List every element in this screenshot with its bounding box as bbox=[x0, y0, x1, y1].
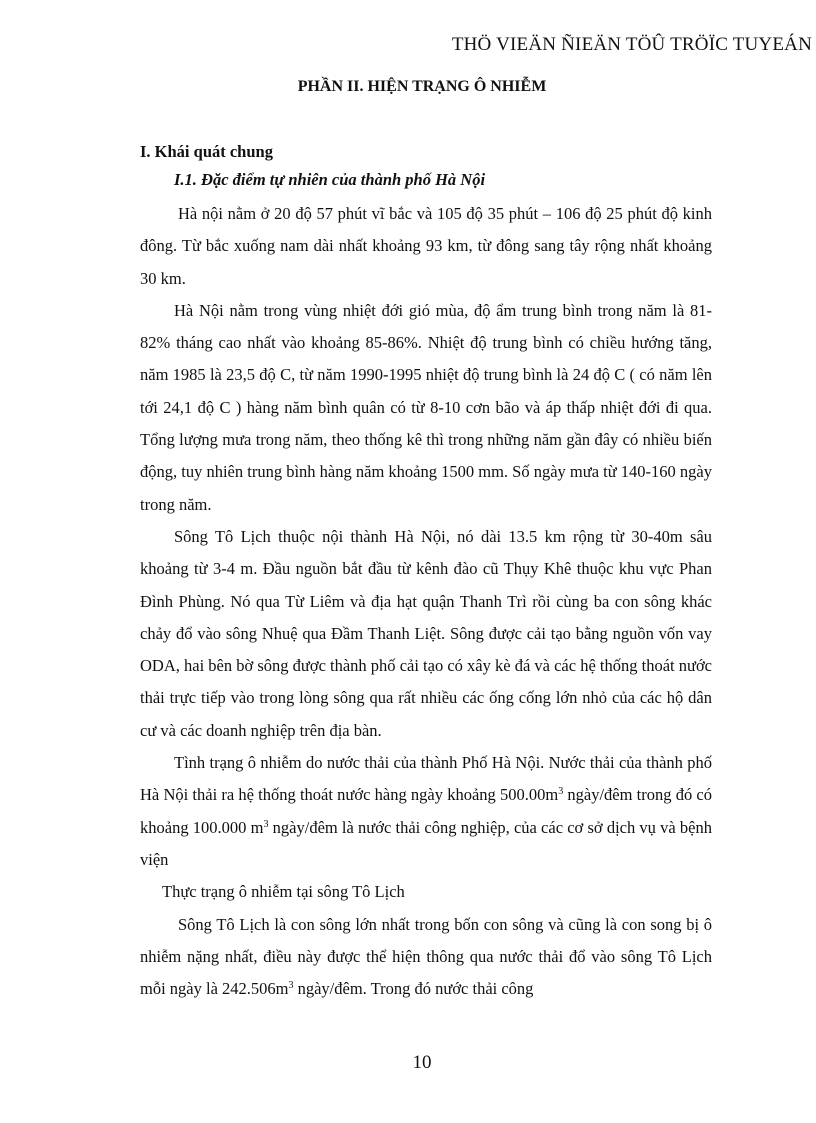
paragraph-wastewater bbox=[140, 747, 712, 876]
superscript-cubic: 3 bbox=[288, 980, 294, 992]
wastewater-text-part1: Tình trạng ô nhiễm do nước thải của thành Phố Hà Nội. Nước thải của thành phố Hà Nội thải ra hệ thống thoát nước hàng ngày khoảng 500.00m bbox=[140, 753, 712, 805]
to-lich-text-part1: Sông Tô Lịch là con sông lớn nhất trong bốn con sông và cũng là con song bị ô nhiễm nặng nhất, điều này được thể hiện thông qua nước thải đổ vào sông Tô Lịch mỗi ngày là 242.506m bbox=[140, 914, 712, 999]
section-heading: I. Khái quát chung bbox=[140, 142, 273, 161]
subsection-heading: I.1. Đặc điểm tự nhiên của thành phố Hà Nội bbox=[174, 170, 486, 189]
library-header: THÖ VIEÄN ÑIEÄN TÖÛ TRÖÏC TUYEÁN bbox=[451, 34, 812, 55]
paragraph-location: Hà nội nằm ở 20 độ 57 phút vĩ bắc và 105 độ 35 phút – 106 độ 25 phút độ kinh đông. Từ bắc xuống nam dài nhất khoảng 93 km, từ đông sang tây rộng nhất khoảng 30 km. bbox=[140, 204, 712, 288]
wastewater-text-part3: ngày/đêm là nước thải công nghiệp, của các cơ sở dịch vụ và bệnh viện bbox=[140, 817, 712, 869]
part-title: PHẦN II. HIỆN TRẠNG Ô NHIỄM bbox=[297, 78, 547, 95]
paragraph-climate: Hà Nội nằm trong vùng nhiệt đới gió mùa, độ ẩm trung bình trong năm là 81-82% tháng cao nhất vào khoảng 85-86%. Nhiệt độ trung bình có chiều hướng tăng, năm 1985 là 23,5 độ C, từ năm 1990-1995 nhiệt độ trung bình là 24 độ C ( có năm lên tới 24,1 độ C ) hàng năm bình quân có từ 8-10 cơn bão và áp thấp nhiệt đới đi qua. Tổng lượng mưa trong năm, theo thống kê thì trong những năm gần đây có nhiều biến động, tuy nhiên trung bình hàng năm khoảng 1500 mm. Số ngày mưa từ 140-160 ngày trong năm. bbox=[140, 300, 712, 514]
superscript-cubic: 3 bbox=[263, 818, 269, 830]
wastewater-text-part2: ngày/đêm trong đó có khoảng 100.000 m bbox=[140, 785, 712, 837]
paragraph-to-lich bbox=[140, 909, 712, 1006]
to-lich-text-part2: ngày/đêm. Trong đó nước thải công bbox=[293, 979, 534, 999]
document-body bbox=[140, 144, 712, 1005]
paragraph-river: Sông Tô Lịch thuộc nội thành Hà Nội, nó dài 13.5 km rộng từ 30-40m sâu khoảng từ 3-4 m. Đầu nguồn bắt đầu từ kênh đào cũ Thụy Khê thuộc khu vực Phan Đình Phùng. Nó qua Từ Liêm và địa hạt quận Thanh Trì rồi cùng ba con sông khác chảy đổ vào sông Nhuệ qua Đầm Thanh Liệt. Sông được cải tạo bằng nguồn vốn vay ODA, hai bên bờ sông được thành phố cải tạo có xây kè đá và các hệ thống thoát nước thải trực tiếp vào trong lòng sông qua rất nhiều các ống cống lớn nhỏ của các hộ dân cư và các doanh nghiệp trên địa bàn. bbox=[140, 526, 712, 740]
page-number: 10 bbox=[412, 1052, 432, 1073]
topic-label: Thực trạng ô nhiễm tại sông Tô Lịch bbox=[162, 882, 405, 902]
superscript-cubic: 3 bbox=[558, 786, 564, 798]
